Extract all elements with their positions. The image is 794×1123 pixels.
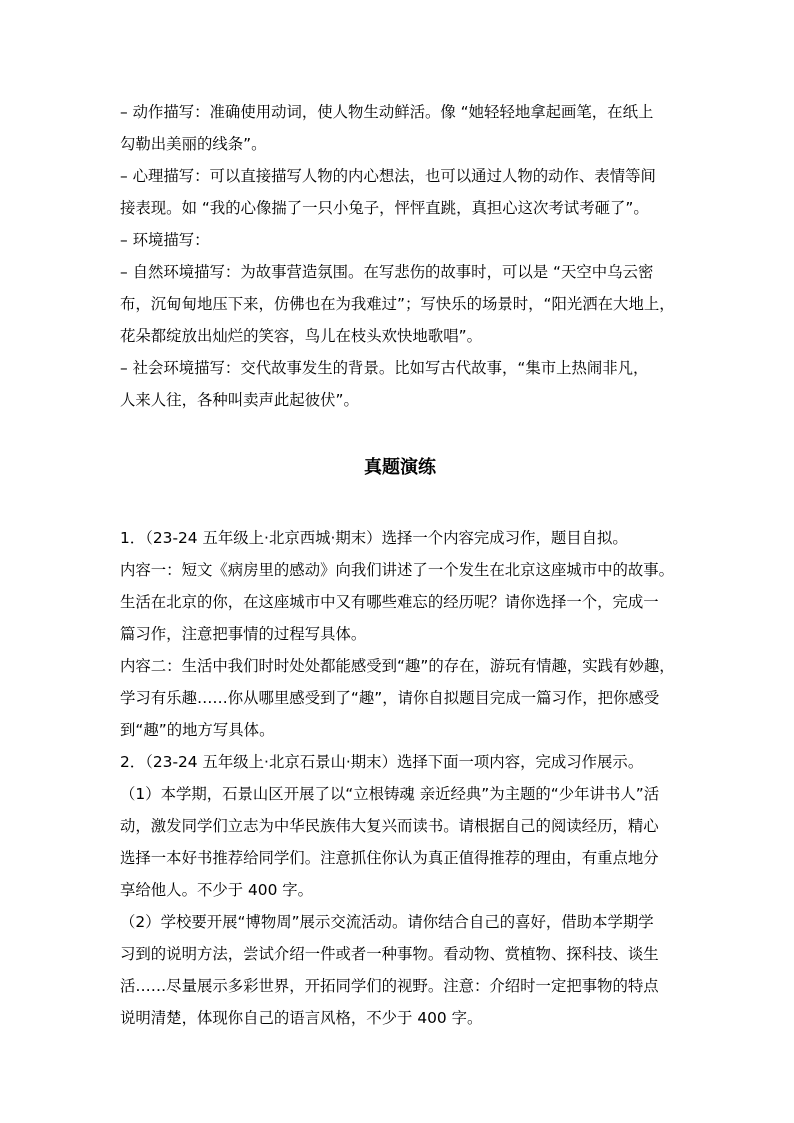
paragraph-line: 学习有乐趣……你从哪里感受到了“趣”，请你自拟题目完成一篇习作，把你感受 — [120, 689, 660, 707]
paragraph-line: – 心理描写：可以直接描写人物的内心想法，也可以通过人物的动作、表情等间 — [120, 167, 656, 185]
paragraph-line: 动，激发同学们立志为中华民族伟大复兴而读书。请根据自己的阅读经历，精心 — [120, 817, 659, 835]
paragraph-line: 习到的说明方法，尝试介绍一件或者一种事物。看动物、赏植物、探科技、谈生 — [120, 945, 659, 963]
paragraph-line: – 自然环境描写：为故事营造氛围。在写悲伤的故事时，可以是 “天空中乌云密 — [120, 263, 654, 281]
paragraph-line: – 环境描写： — [120, 231, 210, 249]
paragraph-line: 活……尽量展示多彩世界，开拓同学们的视野。注意：介绍时一定把事物的特点 — [120, 977, 659, 995]
description-methods-section — [120, 96, 680, 416]
question-1-heading: 1．（23-24 五年级上·北京西城·期末）选择一个内容完成习作，题目自拟。 — [120, 529, 628, 547]
paragraph-line: 到“趣”的地方写具体。 — [120, 721, 275, 739]
paragraph-line: 接表现。如 “我的心像揣了一只小兔子，怦怦直跳，真担心这次考试考砸了”。 — [120, 199, 649, 217]
paragraph-line: 花朵都绽放出灿烂的笑容，鸟儿在枝头欢快地歌唱”。 — [120, 327, 482, 345]
document-content — [120, 96, 680, 1034]
paragraph-line: （2）学校要开展“博物周”展示交流活动。请你结合自己的喜好，借助本学期学 — [120, 913, 654, 931]
paragraph-line: 内容一：短文《病房里的感动》向我们讲述了一个发生在北京这座城市中的故事。 — [120, 561, 675, 579]
paragraph-line: 布，沉甸甸地压下来，仿佛也在为我难过”；写快乐的场景时，“阳光洒在大地上， — [120, 295, 675, 313]
paragraph-line: – 社会环境描写：交代故事发生的背景。比如写古代故事，“集市上热闹非凡， — [120, 359, 649, 377]
paragraph-line: 人来人往，各种叫卖声此起彼伏”。 — [120, 391, 359, 409]
paragraph-line: 勾勒出美丽的线条”。 — [120, 135, 267, 153]
paragraph-line: – 动作描写：准确使用动词，使人物生动鲜活。像 “她轻轻地拿起画笔，在纸上 — [120, 103, 654, 121]
paragraph-line: （1）本学期，石景山区开展了以“立根铸魂 亲近经典”为主题的“少年讲书人”活 — [120, 785, 660, 803]
paragraph-line: 选择一本好书推荐给同学们。注意抓住你认为真正值得推荐的理由，有重点地分 — [120, 849, 659, 867]
paragraph-line: 享给他人。不少于 400 字。 — [120, 881, 314, 899]
paragraph-line: 说明清楚，体现你自己的语言风格，不少于 400 字。 — [120, 1009, 483, 1027]
section-title: 真题演练 — [364, 457, 436, 478]
paragraph-line: 内容二：生活中我们时时处处都能感受到“趣”的存在，游玩有情趣，实践有妙趣， — [120, 657, 675, 675]
practice-questions-section — [120, 522, 680, 1034]
paragraph-line: 生活在北京的你，在这座城市中又有哪些难忘的经历呢？请你选择一个，完成一 — [120, 593, 659, 611]
question-2-heading: 2．（23-24 五年级上·北京石景山·期末）选择下面一项内容，完成习作展示。 — [120, 753, 644, 771]
paragraph-line: 篇习作，注意把事情的过程写具体。 — [120, 625, 367, 643]
